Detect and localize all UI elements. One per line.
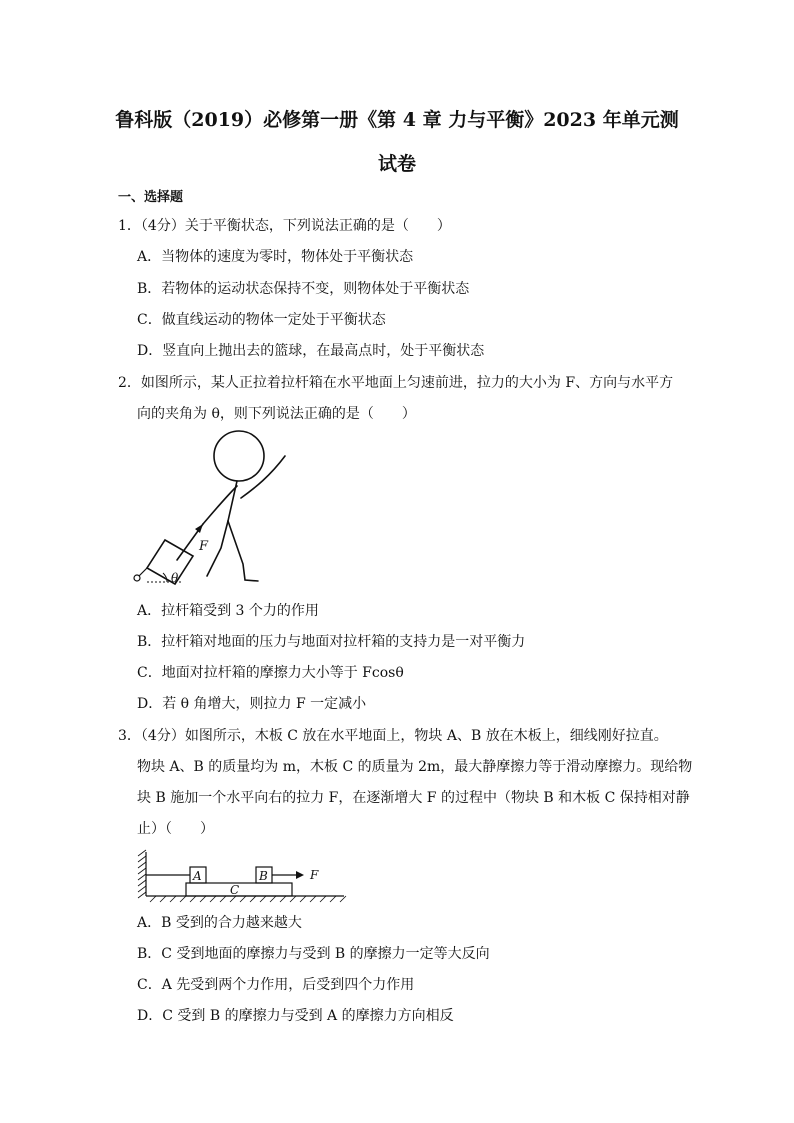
block-b-label: B xyxy=(259,869,268,883)
q1-option-b: B．若物体的运动状态保持不变，则物体处于平衡状态 xyxy=(137,281,470,297)
q2-figure-person-pulling-suitcase xyxy=(125,426,295,596)
q1-stem: 1．（4分）关于平衡状态，下列说法正确的是（ ） xyxy=(118,218,451,234)
q1-option-c: C．做直线运动的物体一定处于平衡状态 xyxy=(137,312,386,328)
block-a-label: A xyxy=(193,869,202,883)
q2-stem-line2: 向的夹角为 θ，则下列说法正确的是（ ） xyxy=(137,406,416,422)
force-arrowhead xyxy=(195,524,203,533)
q3-option-a: A．B 受到的合力越来越大 xyxy=(137,915,302,931)
q3-stem-line4: 止）（ ） xyxy=(137,821,214,837)
angle-label: θ xyxy=(171,571,179,585)
q3-stem-line3: 块 B 施加一个水平向右的拉力 F，在逐渐增大 F 的过程中（物块 B 和木板 C 保持相对静 xyxy=(137,790,690,806)
q1-option-d: D．竖直向上抛出去的篮球，在最高点时，处于平衡状态 xyxy=(137,343,485,359)
q3-option-d: D．C 受到 B 的摩擦力与受到 A 的摩擦力方向相反 xyxy=(137,1008,454,1024)
figure-head xyxy=(214,431,264,481)
q3-option-c: C．A 先受到两个力作用，后受到四个力作用 xyxy=(137,977,415,993)
q3-stem-line1: 3．（4分）如图所示，木板 C 放在水平地面上，物块 A、B 放在木板上，细线刚好拉直。 xyxy=(118,728,668,744)
section-heading: 一、选择题 xyxy=(118,190,184,205)
figure-leg-front xyxy=(228,521,258,581)
q2-option-d: D．若 θ 角增大，则拉力 F 一定减小 xyxy=(137,696,367,712)
board-c-label: C xyxy=(230,883,240,897)
q3-option-b: B．C 受到地面的摩擦力与受到 B 的摩擦力一定等大反向 xyxy=(137,946,490,962)
q2-option-b: B．拉杆箱对地面的压力与地面对拉杆箱的支持力是一对平衡力 xyxy=(137,634,526,650)
exam-title-line2: 试卷 xyxy=(377,153,416,175)
q3-stem-line2: 物块 A、B 的质量均为 m，木板 C 的质量为 2m，最大静摩擦力等于滑动摩擦力。现给物 xyxy=(137,759,693,775)
q1-option-a: A．当物体的速度为零时，物体处于平衡状态 xyxy=(137,249,414,265)
q2-stem-line1: 2．如图所示，某人正拉着拉杆箱在水平地面上匀速前进，拉力的大小为 F、方向与水平方 xyxy=(118,375,674,391)
force-arrowhead xyxy=(296,871,304,879)
figure-leg-back xyxy=(207,521,228,576)
force-label: F xyxy=(310,868,319,882)
exam-title-line1: 鲁科版（2019）必修第一册《第 4 章 力与平衡》2023 年单元测 xyxy=(115,109,679,131)
force-label: F xyxy=(199,539,209,554)
q3-figure-blocks-on-board xyxy=(136,848,348,904)
q2-option-a: A．拉杆箱受到 3 个力的作用 xyxy=(137,603,319,619)
q2-option-c: C．地面对拉杆箱的摩擦力大小等于 Fcosθ xyxy=(137,665,404,681)
